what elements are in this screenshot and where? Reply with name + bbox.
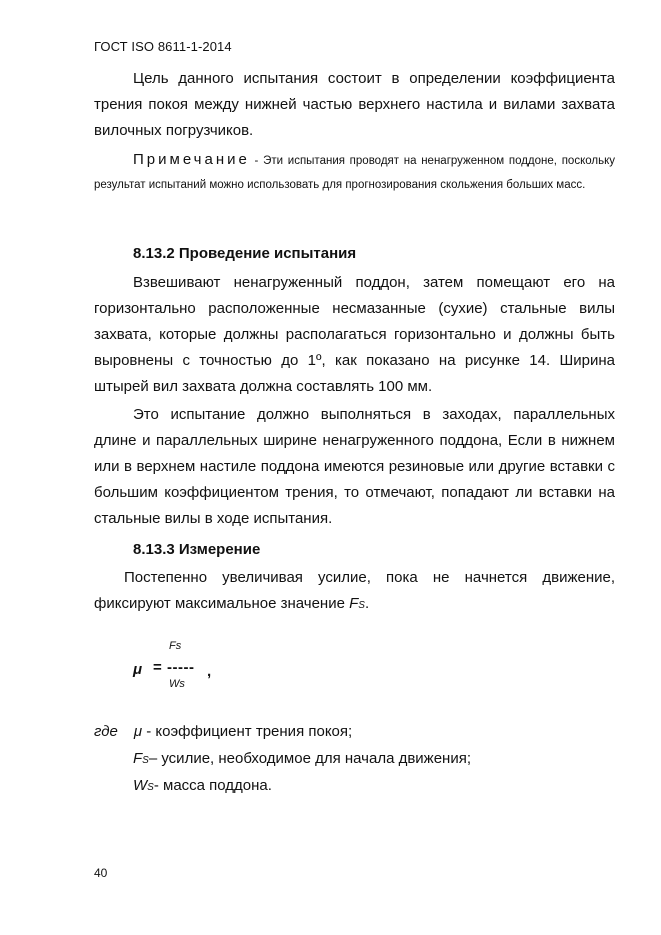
page-number: 40 <box>94 866 108 880</box>
formula-numerator: Fs <box>169 640 182 652</box>
section-8-13-3-heading: 8.13.3 Измерение <box>133 541 261 558</box>
note-text: - Эти испытания проводят на ненагруженном поддоне, поскольку результат испытаний можно использовать для прогнозирования скольжения больших масс. <box>94 155 615 191</box>
definition-fs-text: – усилие, необходимое для начала движения; <box>148 750 472 767</box>
definition-fs-subscript: S <box>142 755 149 766</box>
definition-mu-symbol: μ <box>133 723 143 740</box>
force-symbol: F <box>349 595 359 612</box>
formula-fraction-bar: ----- <box>167 659 195 676</box>
note-block <box>94 148 615 197</box>
definition-ws-subscript: S <box>147 782 154 793</box>
formula-comma: , <box>207 663 212 680</box>
section-8-13-2-paragraph-2: Это испытание должно выполняться в заходах, параллельных длине и параллельных ширине ненагруженного поддона, Если в нижнем или в верхнем настиле поддона имеются резиновые или другие вставки с большим коэффициентом трения, то отмечают, попадают ли вставки на стальные вилы в ходе испытания. <box>94 406 615 527</box>
definition-mu <box>94 723 352 740</box>
where-word: где <box>94 723 118 740</box>
section-8-13-2-heading: 8.13.2 Проведение испытания <box>133 245 357 262</box>
note-label: Примечание <box>133 151 250 168</box>
measurement-end: . <box>364 595 370 612</box>
definition-ws <box>133 777 272 794</box>
formula-mu: μ <box>133 661 143 678</box>
section-8-13-2-paragraph-1: Взвешивают ненагруженный поддон, затем помещают его на горизонтально расположенные несмазанные (сухие) стальные вилы захвата, которые должны располагаться горизонтально и должны быть выровнены с точностью до 1º, как показано на рисунке 14. Ширина штырей вил захвата должна составлять 100 мм. <box>94 274 615 395</box>
formula-equals: = <box>153 659 162 676</box>
definition-ws-symbol: W <box>133 777 148 794</box>
force-subscript: S <box>358 600 365 611</box>
document-code-header: ГОСТ ISO 8611-1-2014 <box>94 39 232 54</box>
definition-fs-symbol: F <box>133 750 143 767</box>
intro-paragraph: Цель данного испытания состоит в определении коэффициента трения покоя между нижней частью верхнего настила и вилами захвата вилочных погрузчиков. <box>94 70 615 139</box>
definition-mu-text: - коэффициент трения покоя; <box>142 723 353 740</box>
definition-fs <box>133 750 471 767</box>
measurement-text: Постепенно увеличивая усилие, пока не начнется движение, фиксируют максимальное значение <box>94 569 615 612</box>
friction-formula <box>133 640 253 696</box>
section-8-13-3-paragraph <box>94 565 615 619</box>
definition-ws-text: - масса поддона. <box>153 777 272 794</box>
formula-denominator: Ws <box>169 678 185 690</box>
